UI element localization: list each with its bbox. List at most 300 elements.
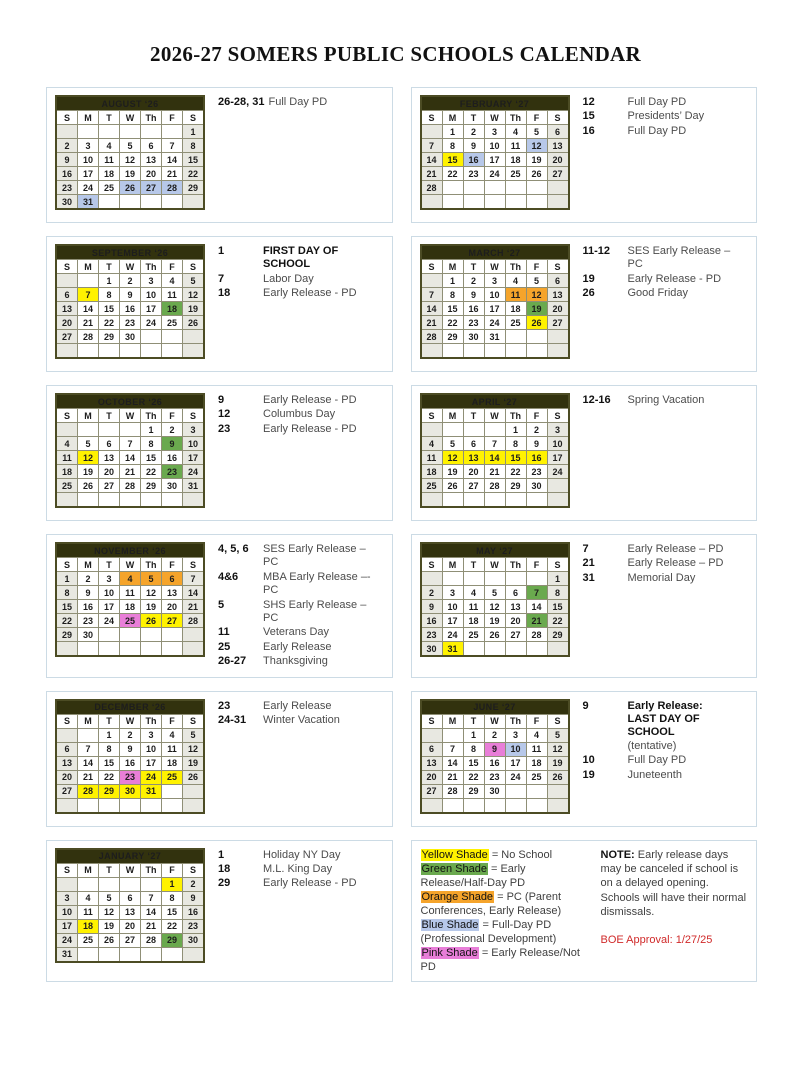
day-cell: 19 <box>78 465 99 479</box>
event-list <box>583 244 749 364</box>
day-cell <box>421 344 443 359</box>
day-header-cell: Th <box>141 714 162 728</box>
day-cell: 23 <box>78 614 99 628</box>
day-cell <box>78 877 99 891</box>
day-cell <box>442 181 463 195</box>
day-cell: 24 <box>505 770 526 784</box>
event-row <box>218 599 384 626</box>
day-cell: 6 <box>547 125 569 139</box>
event-date: 23 <box>218 422 231 435</box>
day-cell: 8 <box>463 742 484 756</box>
day-cell: 18 <box>162 302 183 316</box>
day-cell: 17 <box>484 153 505 167</box>
event-row <box>583 287 749 300</box>
day-cell: 14 <box>141 905 162 919</box>
day-cell <box>56 877 78 891</box>
day-cell: 19 <box>120 167 141 181</box>
week-row <box>56 891 204 905</box>
day-cell <box>547 479 569 493</box>
day-cell: 16 <box>78 600 99 614</box>
day-header-cell: M <box>442 260 463 274</box>
day-cell: 30 <box>463 330 484 344</box>
day-cell <box>463 572 484 586</box>
day-cell: 9 <box>120 742 141 756</box>
event-text <box>628 572 749 585</box>
day-cell: 16 <box>484 756 505 770</box>
calendar-table-june <box>420 699 570 814</box>
event-text <box>268 96 383 109</box>
day-cell: 3 <box>183 423 205 437</box>
day-cell: 2 <box>463 125 484 139</box>
week-row <box>56 288 204 302</box>
day-cell: 5 <box>120 139 141 153</box>
day-cell <box>56 642 78 657</box>
day-cell: 4 <box>120 572 141 586</box>
event-text-line: Memorial Day <box>627 571 696 584</box>
day-cell <box>526 344 547 359</box>
week-row <box>56 195 204 210</box>
day-cell: 1 <box>547 572 569 586</box>
day-cell: 8 <box>183 139 205 153</box>
day-cell: 13 <box>505 600 526 614</box>
day-cell <box>99 344 120 359</box>
day-cell: 12 <box>141 586 162 600</box>
event-date: 11-12 <box>582 245 611 257</box>
day-header-cell: M <box>442 558 463 572</box>
day-cell <box>183 195 205 210</box>
day-cell: 9 <box>56 153 78 167</box>
day-cell: 20 <box>547 302 569 316</box>
day-cell: 2 <box>56 139 78 153</box>
day-cell <box>526 798 547 813</box>
month-title: JUNE ‘27 <box>421 700 569 715</box>
day-cell: 30 <box>120 784 141 798</box>
day-header-cell: T <box>99 111 120 125</box>
day-header-row <box>421 558 569 572</box>
day-cell: 1 <box>505 423 526 437</box>
event-list <box>218 95 384 215</box>
day-cell: 16 <box>463 302 484 316</box>
day-cell: 18 <box>505 302 526 316</box>
day-cell <box>505 493 526 508</box>
day-header-cell: T <box>99 558 120 572</box>
day-header-cell: S <box>547 409 569 423</box>
day-cell <box>505 642 526 657</box>
day-cell: 5 <box>141 572 162 586</box>
week-row <box>56 742 204 756</box>
day-cell: 21 <box>421 316 443 330</box>
day-cell: 22 <box>99 770 120 784</box>
day-cell: 9 <box>463 288 484 302</box>
month-title: MAY ‘27 <box>421 543 569 558</box>
day-header-cell: W <box>484 260 505 274</box>
month-title: NOVEMBER ‘26 <box>56 543 204 558</box>
event-text-line: SHS Early Release – PC <box>263 598 367 625</box>
day-cell: 15 <box>442 153 463 167</box>
month-title: FEBRUARY ‘27 <box>421 96 569 111</box>
day-cell <box>56 344 78 359</box>
day-cell: 1 <box>442 274 463 288</box>
week-row <box>56 600 204 614</box>
event-date: 26-27 <box>218 655 247 668</box>
day-cell: 1 <box>99 728 120 742</box>
day-cell: 22 <box>547 614 569 628</box>
week-row <box>421 330 569 344</box>
day-cell: 7 <box>78 288 99 302</box>
week-row <box>421 493 569 508</box>
event-text <box>263 543 384 570</box>
day-cell: 12 <box>526 139 547 153</box>
day-cell: 2 <box>463 274 484 288</box>
day-cell <box>78 493 99 508</box>
event-date: 18 <box>218 863 231 876</box>
day-cell: 20 <box>505 614 526 628</box>
day-cell: 9 <box>120 288 141 302</box>
day-cell: 21 <box>183 600 205 614</box>
day-cell: 25 <box>526 770 547 784</box>
month-box-january <box>46 840 393 983</box>
event-list <box>583 393 749 513</box>
day-cell: 24 <box>78 181 99 195</box>
day-cell: 12 <box>183 742 205 756</box>
calendar-row <box>46 534 757 678</box>
week-row <box>56 153 204 167</box>
day-cell: 19 <box>183 756 205 770</box>
day-cell: 15 <box>99 756 120 770</box>
week-row <box>56 330 204 344</box>
day-cell: 30 <box>56 195 78 210</box>
week-row <box>421 465 569 479</box>
event-text <box>263 287 384 300</box>
week-row <box>421 614 569 628</box>
event-text <box>263 408 384 421</box>
legend-box <box>411 840 758 983</box>
day-cell <box>484 572 505 586</box>
day-cell: 26 <box>484 628 505 642</box>
day-cell: 26 <box>120 181 141 195</box>
day-header-cell: M <box>78 863 99 877</box>
week-row <box>421 125 569 139</box>
month-box-april <box>411 385 758 521</box>
day-cell <box>120 195 141 210</box>
day-cell: 8 <box>442 288 463 302</box>
week-row <box>56 493 204 508</box>
day-cell: 19 <box>547 756 569 770</box>
day-cell: 30 <box>183 933 205 947</box>
event-row <box>218 849 384 862</box>
event-text <box>263 245 384 272</box>
month-box-june <box>411 691 758 827</box>
day-cell: 28 <box>442 784 463 798</box>
day-cell <box>99 423 120 437</box>
day-cell: 22 <box>141 465 162 479</box>
event-text <box>628 543 749 556</box>
day-header-cell: M <box>442 409 463 423</box>
day-cell <box>526 181 547 195</box>
day-cell <box>421 728 443 742</box>
month-title: OCTOBER ‘26 <box>56 394 204 409</box>
day-cell: 27 <box>547 316 569 330</box>
event-date: 4, 5, 6 <box>218 543 249 555</box>
day-header-cell: F <box>526 558 547 572</box>
day-cell: 15 <box>505 451 526 465</box>
event-date: 1 <box>218 848 225 861</box>
day-cell: 17 <box>442 614 463 628</box>
event-text <box>628 754 749 767</box>
day-header-cell: S <box>547 260 569 274</box>
day-cell: 14 <box>78 302 99 316</box>
day-cell: 7 <box>183 572 205 586</box>
day-header-row <box>421 409 569 423</box>
week-row <box>56 784 204 798</box>
day-cell <box>547 181 569 195</box>
day-cell: 26 <box>183 316 205 330</box>
legend-item <box>421 890 589 918</box>
week-row <box>421 167 569 181</box>
event-date: 10 <box>582 754 595 767</box>
day-cell: 14 <box>162 153 183 167</box>
event-text-line: Juneteenth <box>627 768 682 781</box>
event-list <box>218 848 384 975</box>
event-row <box>218 700 384 713</box>
day-cell <box>526 493 547 508</box>
day-cell: 15 <box>442 302 463 316</box>
day-header-cell: W <box>120 714 141 728</box>
event-text-line: Columbus Day <box>263 408 336 421</box>
day-cell: 21 <box>421 167 443 181</box>
day-header-cell: F <box>526 409 547 423</box>
day-cell: 31 <box>141 784 162 798</box>
event-text-line: (tentative) <box>627 739 677 752</box>
day-header-cell: S <box>421 260 443 274</box>
day-cell: 22 <box>99 316 120 330</box>
day-cell <box>120 947 141 962</box>
event-text <box>263 700 384 713</box>
day-cell: 9 <box>484 742 505 756</box>
day-cell: 4 <box>78 891 99 905</box>
day-cell: 16 <box>421 614 443 628</box>
day-cell: 26 <box>547 770 569 784</box>
day-cell: 28 <box>141 933 162 947</box>
day-cell: 13 <box>99 451 120 465</box>
week-row <box>56 614 204 628</box>
day-cell <box>141 344 162 359</box>
month-box-november <box>46 534 393 678</box>
day-cell: 4 <box>526 728 547 742</box>
day-cell: 8 <box>442 139 463 153</box>
legend-swatch-yellow: Yellow Shade <box>421 848 488 861</box>
day-cell <box>99 493 120 508</box>
day-cell: 21 <box>442 770 463 784</box>
calendar-row <box>46 840 757 983</box>
day-cell: 30 <box>526 479 547 493</box>
day-cell <box>442 572 463 586</box>
week-row <box>56 274 204 288</box>
day-cell: 22 <box>162 919 183 933</box>
day-cell: 17 <box>484 302 505 316</box>
day-cell: 28 <box>421 181 443 195</box>
legend-item <box>421 946 589 974</box>
day-header-cell: T <box>463 714 484 728</box>
day-cell: 27 <box>421 784 443 798</box>
day-cell: 28 <box>78 784 99 798</box>
day-header-cell: F <box>526 111 547 125</box>
event-date: 11 <box>218 626 230 639</box>
event-date: 12-16 <box>582 394 611 406</box>
day-cell <box>442 195 463 210</box>
week-row <box>56 316 204 330</box>
legend-swatch-green: Green Shade <box>421 862 487 875</box>
day-cell: 15 <box>463 756 484 770</box>
week-row <box>421 288 569 302</box>
week-row <box>56 181 204 195</box>
day-cell: 24 <box>484 167 505 181</box>
day-header-cell: F <box>162 409 183 423</box>
day-cell <box>442 344 463 359</box>
day-cell: 21 <box>120 465 141 479</box>
event-text-line: Full Day PD <box>627 754 687 767</box>
calendar-row <box>46 236 757 372</box>
week-row <box>421 274 569 288</box>
day-header-cell: S <box>547 558 569 572</box>
day-cell: 4 <box>162 728 183 742</box>
day-header-cell: Th <box>505 111 526 125</box>
day-cell: 23 <box>120 770 141 784</box>
event-text <box>263 571 384 598</box>
legend-swatch-blue: Blue Shade <box>421 919 479 932</box>
day-cell: 25 <box>162 316 183 330</box>
week-row <box>421 628 569 642</box>
day-cell: 9 <box>463 139 484 153</box>
day-cell: 6 <box>141 139 162 153</box>
day-cell: 3 <box>56 891 78 905</box>
day-cell <box>526 330 547 344</box>
week-row <box>421 423 569 437</box>
day-cell: 5 <box>484 586 505 600</box>
day-cell: 11 <box>505 139 526 153</box>
week-row <box>56 947 204 962</box>
month-title: MARCH ‘27 <box>421 245 569 260</box>
event-text-line: Holiday NY Day <box>263 848 341 861</box>
week-row <box>56 798 204 813</box>
day-cell: 10 <box>56 905 78 919</box>
month-box-february <box>411 87 758 223</box>
day-cell: 30 <box>120 330 141 344</box>
week-row <box>56 437 204 451</box>
day-cell: 1 <box>442 125 463 139</box>
event-row <box>218 408 384 421</box>
day-cell: 6 <box>56 742 78 756</box>
day-cell: 4 <box>505 125 526 139</box>
day-header-cell: S <box>56 111 78 125</box>
day-cell <box>484 344 505 359</box>
event-text <box>628 769 749 782</box>
event-text-line: Veterans Day <box>263 626 330 639</box>
day-cell: 20 <box>56 316 78 330</box>
legend-text: = No School <box>488 848 553 861</box>
week-row <box>56 451 204 465</box>
week-row <box>421 728 569 742</box>
day-header-cell: Th <box>505 260 526 274</box>
day-cell <box>505 181 526 195</box>
day-cell: 18 <box>505 153 526 167</box>
week-row <box>56 344 204 359</box>
month-box-august <box>46 87 393 223</box>
day-cell: 16 <box>56 167 78 181</box>
day-cell <box>141 330 162 344</box>
day-cell: 3 <box>484 274 505 288</box>
day-header-cell: M <box>442 111 463 125</box>
day-cell: 31 <box>78 195 99 210</box>
day-cell: 29 <box>183 181 205 195</box>
day-header-cell: M <box>78 260 99 274</box>
day-cell: 8 <box>99 288 120 302</box>
event-text-line: Thanksgiving <box>263 655 328 668</box>
event-text <box>263 863 384 876</box>
event-row <box>218 655 384 668</box>
calendar-table-may <box>420 542 570 657</box>
day-cell: 7 <box>162 139 183 153</box>
week-row <box>421 572 569 586</box>
day-cell: 24 <box>141 770 162 784</box>
event-text <box>263 273 384 286</box>
day-cell: 12 <box>99 905 120 919</box>
event-date: 29 <box>218 877 231 890</box>
event-list <box>218 244 384 364</box>
day-cell: 29 <box>547 628 569 642</box>
day-cell <box>120 423 141 437</box>
event-row <box>583 245 749 272</box>
day-cell <box>141 493 162 508</box>
event-text-line: Early Release - PD <box>263 287 357 300</box>
day-cell <box>99 877 120 891</box>
week-row <box>421 742 569 756</box>
day-cell: 12 <box>120 153 141 167</box>
day-cell: 29 <box>442 330 463 344</box>
event-date: 15 <box>582 110 595 123</box>
event-row <box>218 245 384 272</box>
day-cell: 17 <box>141 302 162 316</box>
day-cell <box>162 195 183 210</box>
event-date: 18 <box>218 287 231 300</box>
day-header-cell: M <box>78 111 99 125</box>
day-cell: 22 <box>505 465 526 479</box>
week-row <box>56 125 204 139</box>
day-cell: 23 <box>120 316 141 330</box>
week-row <box>421 302 569 316</box>
day-cell: 16 <box>463 153 484 167</box>
day-cell: 10 <box>484 288 505 302</box>
day-cell <box>99 628 120 642</box>
day-cell: 3 <box>442 586 463 600</box>
week-row <box>421 798 569 813</box>
month-box-may <box>411 534 758 678</box>
day-cell <box>505 784 526 798</box>
day-cell: 10 <box>484 139 505 153</box>
day-cell: 22 <box>183 167 205 181</box>
event-date: 7 <box>582 543 589 555</box>
event-text <box>628 273 749 286</box>
day-header-cell: F <box>162 714 183 728</box>
day-cell: 9 <box>526 437 547 451</box>
day-cell: 30 <box>421 642 443 657</box>
week-row <box>56 919 204 933</box>
day-header-cell: S <box>56 714 78 728</box>
day-cell: 6 <box>99 437 120 451</box>
day-cell <box>505 330 526 344</box>
day-header-cell: F <box>162 260 183 274</box>
day-cell <box>526 572 547 586</box>
